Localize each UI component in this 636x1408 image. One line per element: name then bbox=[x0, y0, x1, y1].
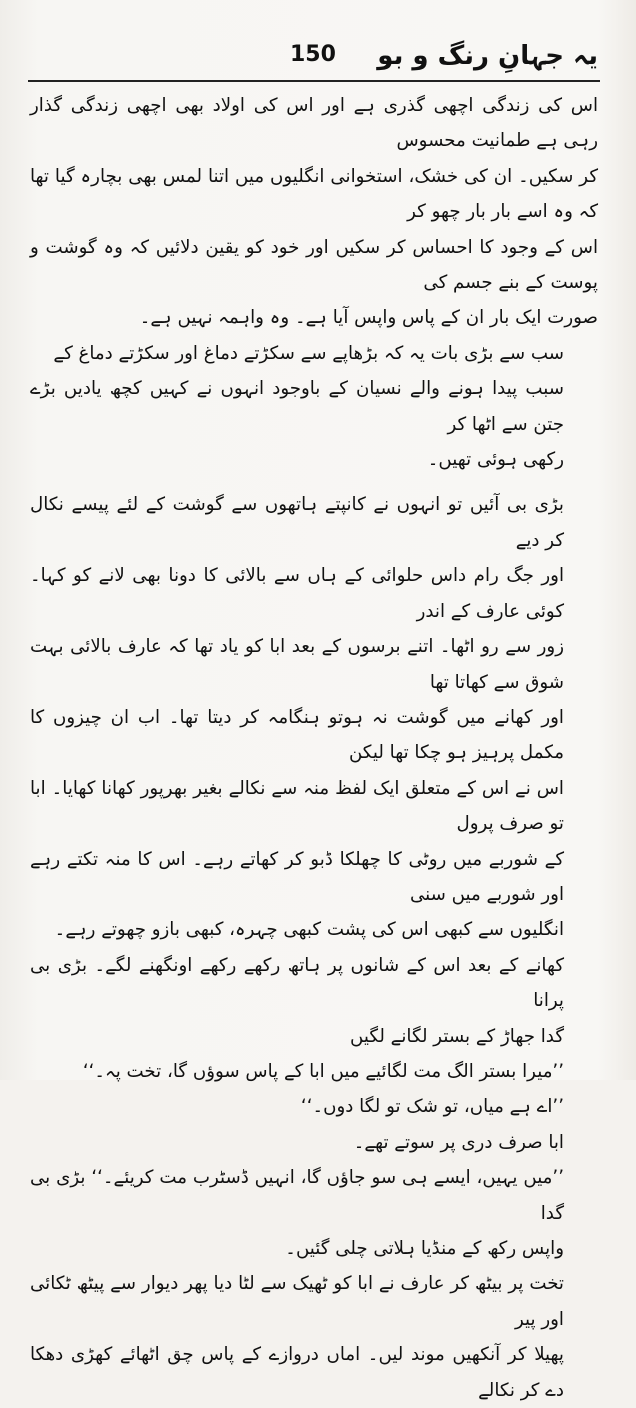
text-line: اور جگ رام داس حلوائی کے ہاں سے بالائی کا دونا بھی لانے کو کہا۔ کوئی عارف کے اندر bbox=[30, 565, 564, 622]
text-line: زور سے رو اٹھا۔ اتنے برسوں کے بعد ابا کو یاد تھا کہ عارف بالائی بہت شوق سے کھاتا تھا bbox=[30, 636, 564, 693]
text-line: گدا جھاڑ کے بستر لگانے لگیں bbox=[349, 1025, 564, 1047]
text-line: اور کھانے میں گوشت نہ ہوتو ہنگامہ کر دیتا تھا۔ اب ان چیزوں کا مکمل پرہیز ہو چکا تھا لیکن bbox=[30, 706, 564, 764]
text-line: واپس رکھ کے منڈیا ہلاتی چلی گئیں۔ bbox=[285, 1238, 564, 1259]
paragraph bbox=[30, 948, 598, 1054]
text-line: سب سے بڑی بات یہ کہ بڑھاپے سے سکڑتے دماغ اور سکڑتے دماغ کے bbox=[53, 342, 564, 364]
body-text bbox=[30, 88, 598, 1401]
paragraph bbox=[30, 336, 598, 478]
text-line: ابا صرف دری پر سوتے تھے۔ bbox=[353, 1131, 564, 1153]
text-line: اس کی زندگی اچھی گذری ہے اور اس کی اولاد بھی اچھی زندگی گذار رہی ہے طمانیت محسوس bbox=[30, 95, 598, 152]
text-line: تخت پر بیٹھ کر عارف نے ابا کو ٹھیک سے لٹا دیا پھر دیوار سے پیٹھ ٹکائی اور پیر bbox=[30, 1273, 564, 1330]
text-line: پھیلا کر آنکھیں موند لیں۔ اماں دروازے کے پاس چق اٹھائے کھڑی دھکا دے کر نکالے bbox=[30, 1344, 564, 1401]
header-rule bbox=[28, 80, 600, 82]
text-line: صورت ایک بار ان کے پاس واپس آیا ہے۔ وہ واہمہ نہیں ہے۔ bbox=[139, 307, 598, 329]
text-line: ’’میرا بستر الگ مت لگائیے میں ابا کے پاس سوؤں گا، تخت پہ۔‘‘ bbox=[82, 1060, 564, 1082]
paragraph bbox=[30, 88, 598, 336]
text-line: رکھی ہوئی تھیں۔ bbox=[427, 449, 564, 471]
dialogue-line bbox=[30, 1160, 598, 1266]
text-line: انگلیوں سے کبھی اس کی پشت کبھی چہرہ، کبھی بازو چھوتے رہے۔ bbox=[54, 919, 564, 941]
page-number: 150 bbox=[290, 42, 336, 67]
running-title: یہ جہانِ رنگ و بو bbox=[377, 41, 598, 71]
text-line: سبب پیدا ہونے والے نسیان کے باوجود انہوں نے کہیں کچھ یادیں بڑے جتن سے اٹھا کر bbox=[30, 378, 564, 435]
text-line: کر سکیں۔ ان کی خشک، استخوانی انگلیوں میں اتنا لمس بھی بچارہ گیا تھا کہ وہ اسے بار بار چھو کر bbox=[30, 165, 598, 223]
text-line: بڑی بی آئیں تو انہوں نے کانپتے ہاتھوں سے گوشت کے لئے پیسے نکال کر دیے bbox=[30, 494, 564, 551]
text-line: ’’میں یہیں، ایسے ہی سو جاؤں گا، انہیں ڈسٹرب مت کریئے۔‘‘ بڑی بی گدا bbox=[30, 1167, 564, 1224]
paragraph bbox=[30, 1266, 598, 1408]
dialogue-line bbox=[30, 1089, 598, 1124]
text-line: ’’اے ہے میاں، تو شک تو لگا دوں۔‘‘ bbox=[300, 1096, 564, 1118]
page-header bbox=[28, 34, 598, 78]
text-line: کھانے کے بعد اس کے شانوں پر ہاتھ رکھے رکھے اونگھنے لگے۔ بڑی بی پرانا bbox=[30, 954, 564, 1012]
text-line: اس نے اس کے متعلق ایک لفظ منہ سے نکالے بغیر بھرپور کھانا کھایا۔ ابا تو صرف پرول bbox=[30, 777, 564, 835]
dialogue-line bbox=[30, 1054, 598, 1089]
text-line: کے شوربے میں روٹی کا چھلکا ڈبو کر کھاتے رہے۔ اس کا منہ تکتے رہے اور شوربے میں سنی bbox=[30, 848, 564, 905]
text-line: اس کے وجود کا احساس کر سکیں اور خود کو یقین دلائیں کہ وہ گوشت و پوست کے بنے جسم کی bbox=[30, 236, 598, 294]
paragraph bbox=[30, 1125, 598, 1160]
paragraph bbox=[30, 487, 598, 947]
